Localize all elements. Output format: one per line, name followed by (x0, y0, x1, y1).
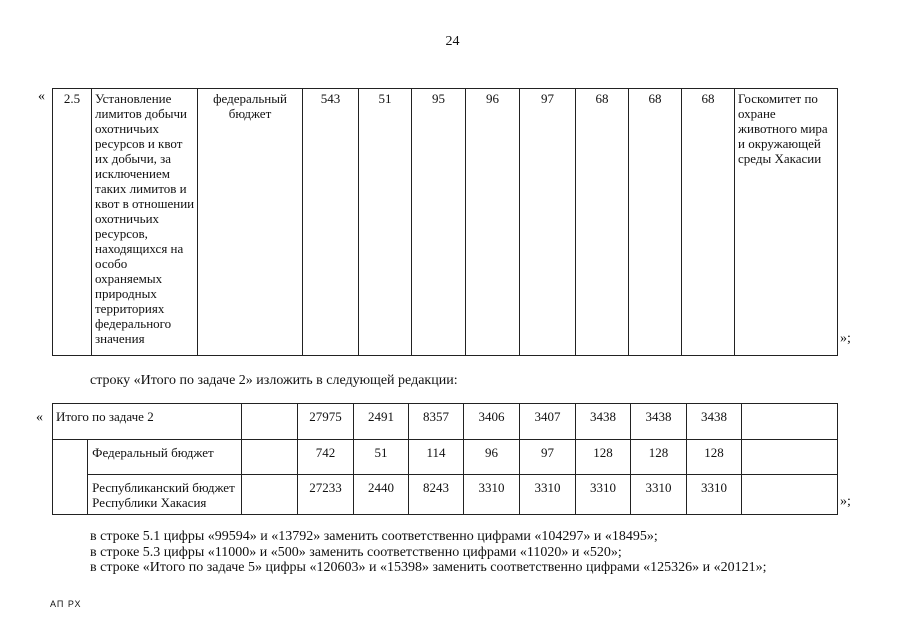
empty-cell (242, 475, 298, 515)
value-cell: 543 (303, 89, 359, 356)
footer-stamp: АП РХ (50, 599, 82, 609)
value-cell: 128 (631, 439, 687, 475)
value-cell: 95 (412, 89, 466, 356)
value-cell: 2440 (354, 475, 409, 515)
value-cell: 3310 (576, 475, 631, 515)
value-cell: 8243 (409, 475, 464, 515)
value-cell: 27975 (298, 404, 354, 440)
value-cell: 3438 (687, 404, 742, 440)
close-quote: »; (840, 494, 851, 509)
close-quote: »; (840, 331, 851, 346)
republic-label: Республиканский бюджет Республики Хакасия (88, 475, 242, 515)
table-row (53, 89, 838, 356)
table-row (53, 404, 838, 440)
empty-cell (242, 439, 298, 475)
empty-cell (742, 439, 838, 475)
row-funding-source: федеральный бюджет (198, 89, 303, 356)
value-cell: 68 (682, 89, 735, 356)
value-cell: 51 (354, 439, 409, 475)
empty-cell (242, 404, 298, 440)
program-row-table (52, 88, 838, 356)
value-cell: 3406 (464, 404, 520, 440)
open-quote: « (38, 89, 45, 104)
value-cell: 97 (520, 89, 576, 356)
value-cell: 68 (629, 89, 682, 356)
value-cell: 3310 (631, 475, 687, 515)
empty-cell (53, 439, 88, 514)
value-cell: 97 (520, 439, 576, 475)
value-cell: 128 (576, 439, 631, 475)
amendment-line: в строке «Итого по задаче 5» цифры «120603» и «15398» заменить соответственно цифрами «125326» и «20121»; (90, 560, 767, 575)
value-cell: 3407 (520, 404, 576, 440)
empty-cell (742, 404, 838, 440)
value-cell: 2491 (354, 404, 409, 440)
value-cell: 8357 (409, 404, 464, 440)
table-row (53, 439, 838, 475)
value-cell: 114 (409, 439, 464, 475)
value-cell: 3310 (464, 475, 520, 515)
value-cell: 51 (359, 89, 412, 356)
value-cell: 3438 (576, 404, 631, 440)
total-label: Итого по задаче 2 (53, 404, 242, 440)
table-row (53, 475, 838, 515)
row-executor: Госкомитет по охране животного мира и окружающей среды Хакасии (735, 89, 838, 356)
value-cell: 3310 (687, 475, 742, 515)
federal-label: Федеральный бюджет (88, 439, 242, 475)
row-name: Установление лимитов добычи охотничьих ресурсов и квот их добычи, за исключением таких лимитов и квот в отношении охотничьих ресурсов, находящихся на особо охраняемых природных территориях федерального значения (92, 89, 198, 356)
value-cell: 96 (466, 89, 520, 356)
value-cell: 3310 (520, 475, 576, 515)
empty-cell (742, 475, 838, 515)
value-cell: 742 (298, 439, 354, 475)
amendment-line: в строке 5.3 цифры «11000» и «500» заменить соответственно цифрами «11020» и «520»; (90, 544, 622, 560)
value-cell: 27233 (298, 475, 354, 515)
amendment-line: в строке 5.1 цифры «99594» и «13792» заменить соответственно цифрами «104297» и «18495»; (90, 529, 658, 544)
value-cell: 68 (576, 89, 629, 356)
value-cell: 96 (464, 439, 520, 475)
instruction-text: строку «Итого по задаче 2» изложить в следующей редакции: (90, 373, 458, 388)
page-number: 24 (445, 34, 460, 49)
open-quote: « (36, 410, 43, 425)
amendments-list (90, 529, 766, 576)
value-cell: 3438 (631, 404, 687, 440)
row-code: 2.5 (53, 89, 92, 356)
totals-table (52, 403, 838, 515)
value-cell: 128 (687, 439, 742, 475)
